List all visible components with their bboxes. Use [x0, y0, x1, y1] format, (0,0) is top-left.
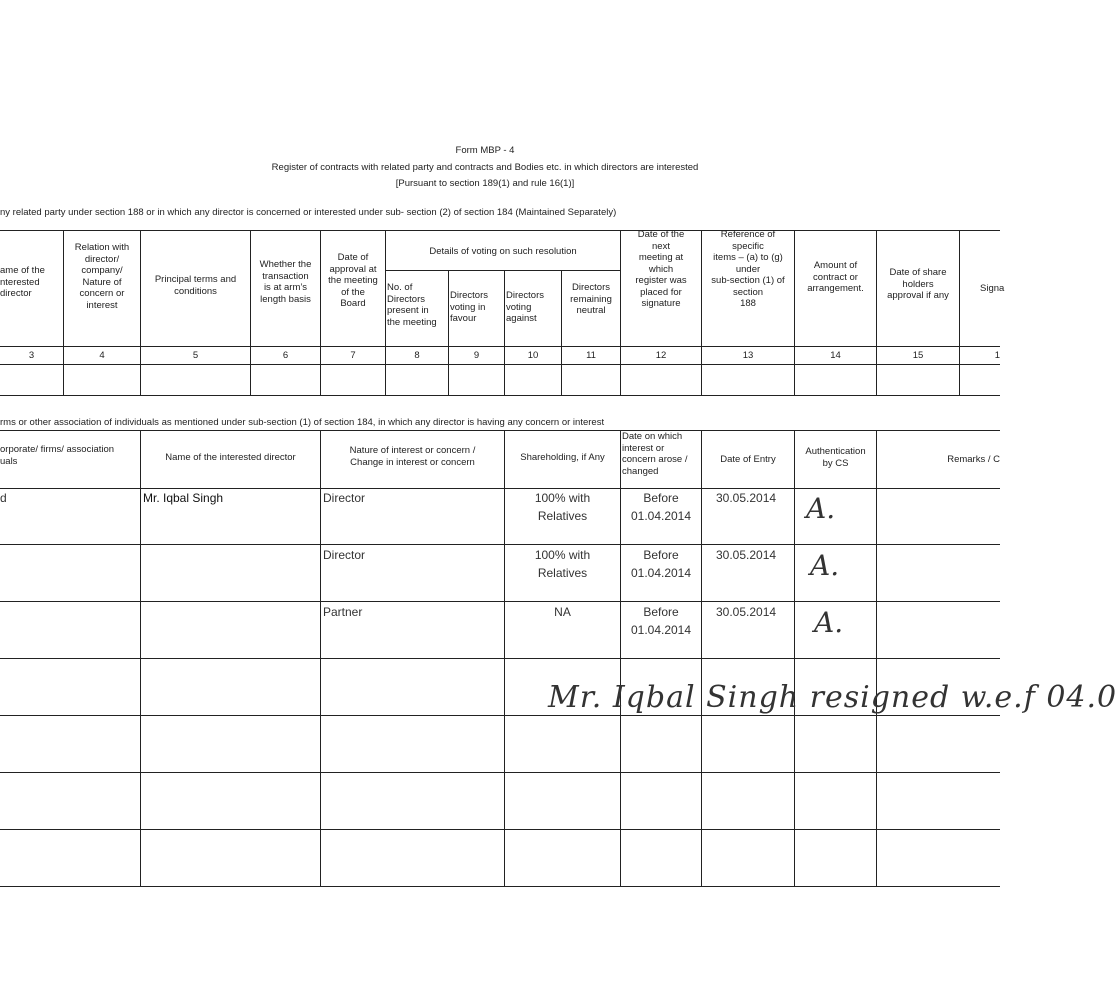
- header-voting-against: Directors voting against: [506, 290, 545, 324]
- cell-shareholding: NA: [554, 605, 571, 619]
- cs-signature: A.: [806, 492, 836, 525]
- part1-note: ny related party under section 188 or in which any director is concerned or interested under sub- section (2) of section 184 (Maintained Separately): [0, 207, 617, 218]
- header-shareholding: Shareholding, if Any: [520, 452, 605, 463]
- header-nature-of-interest: Nature of interest or concern / Change in interest or concern: [349, 445, 476, 468]
- header-date-approval: Date of approval at the meeting of the Board: [328, 252, 378, 309]
- header-directors-present: No. of Directors present in the meeting: [387, 282, 437, 328]
- column-number: 15: [912, 350, 924, 361]
- cell-nature: Partner: [323, 605, 363, 619]
- cs-signature: A.: [814, 606, 844, 639]
- cell-nature: Director: [323, 548, 366, 562]
- header-principal-terms: Principal terms and conditions: [154, 274, 237, 297]
- cell-date-entry: 30.05.2014: [716, 605, 777, 619]
- header-interested-director: Name of the interested director: [165, 452, 296, 463]
- column-number: 11: [586, 350, 596, 361]
- header-arms-length: Whether the transaction is at arm’s length basis: [259, 259, 312, 305]
- column-number: 3: [28, 350, 35, 361]
- cell-date-entry: 30.05.2014: [716, 491, 777, 505]
- column-number: 8: [414, 350, 420, 361]
- header-name-of-director: ame of the nterested director: [0, 265, 45, 299]
- column-number: 12: [655, 350, 667, 361]
- column-number: 9: [473, 350, 480, 361]
- header-remarks: Remarks / C: [947, 454, 1000, 465]
- header-shareholders-approval: Date of share holders approval if any: [887, 267, 949, 301]
- cell-corporate: d: [0, 491, 7, 505]
- form-title: Form MBP - 4: [455, 145, 515, 156]
- cell-nature: Director: [323, 491, 366, 505]
- header-corporate-firms: orporate/ firms/ association uals: [0, 444, 115, 467]
- column-number: 1: [994, 350, 1000, 361]
- column-number: 4: [99, 350, 105, 361]
- header-signature: Signa: [980, 283, 1005, 294]
- header-remaining-neutral: Directors remaining neutral: [570, 282, 612, 316]
- column-number: 6: [282, 350, 289, 361]
- column-number: 13: [742, 350, 754, 361]
- part2-note: rms or other association of individuals as mentioned under sub-section (1) of section 184, in which any director is having any concern or interest: [0, 417, 605, 428]
- cell-date-entry: 30.05.2014: [716, 548, 777, 562]
- header-date-of-entry: Date of Entry: [720, 454, 776, 465]
- cell-director-name: Mr. Iqbal Singh: [143, 491, 224, 505]
- header-amount: Amount of contract or arrangement.: [807, 260, 864, 294]
- column-number: 14: [830, 350, 841, 361]
- header-date-interest-arose: Date on which interest or concern arose / changed: [622, 431, 688, 477]
- column-number: 10: [527, 350, 539, 361]
- cs-signature: A.: [810, 549, 840, 582]
- cell-shareholding: 100% with Relatives: [534, 491, 591, 523]
- column-number: 5: [192, 350, 199, 361]
- cell-shareholding: 100% with Relatives: [534, 548, 591, 580]
- header-voting-favour: Directors voting in favour: [450, 290, 489, 324]
- cell-date-arose: Before 01.04.2014: [630, 491, 692, 523]
- header-relation: Relation with director/ company/ Nature of concern or interest: [74, 242, 130, 311]
- handwritten-resignation-note: Mr. Iqbal Singh resigned w.e.f 04.0: [548, 680, 1117, 715]
- header-reference-items: Reference of specific items – (a) to (g) under sub-section (1) of section 188: [711, 229, 785, 309]
- header-next-meeting: Date of the next meeting at which register was placed for signature: [635, 229, 687, 309]
- form-pursuant: [Pursuant to section 189(1) and rule 16(1)]: [395, 178, 575, 189]
- header-voting-details: Details of voting on such resolution: [429, 246, 577, 257]
- header-authentication: Authentication by CS: [805, 446, 866, 469]
- column-number: 7: [350, 350, 356, 361]
- cell-date-arose: Before 01.04.2014: [630, 548, 692, 580]
- cell-date-arose: Before 01.04.2014: [630, 605, 692, 637]
- form-subtitle: Register of contracts with related party and contracts and Bodies etc. in which directors are interested: [271, 162, 699, 173]
